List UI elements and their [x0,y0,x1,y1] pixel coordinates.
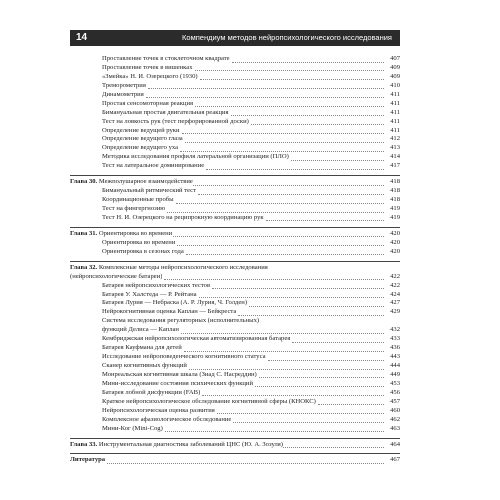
toc-entry[interactable] [70,162,400,171]
toc-entry[interactable] [70,362,400,371]
toc-entry[interactable] [70,109,400,118]
toc-leader-dots [186,254,384,255]
toc-leader-dots [233,422,384,423]
toc-entry-label: Тест Н. И. Озерецкого на реципрокную координацию рук [102,213,264,221]
header-title: Компендиум методов нейропсихологического исследования [182,33,392,42]
toc-page-number: 412 [390,135,400,143]
toc-page-number: 427 [390,299,400,307]
toc-entry-label: Проставление точек в вишенках [102,63,193,71]
toc-page-number: 432 [390,326,400,334]
toc-entry[interactable] [70,205,400,214]
toc-entry[interactable] [70,380,400,389]
chapter-divider [70,453,400,454]
toc-entry-label: Методика исследования профиля латеральной организации (ПЛО) [102,153,289,161]
toc-entry-label: Тест на латеральное доминирование [102,162,205,170]
toc-entry-label: Простая сенсомоторная реакция [102,99,194,107]
toc-entry[interactable] [70,317,400,326]
toc-entry[interactable] [70,214,400,223]
toc-leader-dots [318,404,384,405]
toc-chapter-entry[interactable] [70,178,400,187]
toc-leader-dots [185,142,384,143]
toc-entry-label: Ориентировка в сезонах года [102,247,184,255]
toc-entry-label [70,230,172,239]
toc-leader-dots [231,115,384,116]
toc-entry-label: Определение ведущей руки [102,126,180,134]
toc-entry-label: Батарея У. Халстеда — Р. Рейтана [102,290,197,298]
page-number: 14 [76,32,88,43]
toc-page-number: 414 [390,153,400,161]
chapter-divider [70,261,400,262]
chapter-title: Инструментальная диагностика заболеваний ЦНС (Ю. А. Зозуля) [97,440,283,448]
toc-entry-label: Определение ведущего уха [102,144,179,152]
toc-leader-dots [167,212,384,213]
toc-leader-dots [148,88,384,89]
toc-page-number: 419 [390,205,400,212]
toc-page-number: 422 [390,281,400,289]
toc-page-number: 444 [390,362,400,369]
toc-page-number: 407 [390,55,400,62]
toc-entry-label: Тест на ловкость рук (тест перфорированной доски) [102,117,249,125]
toc-leader-dots [200,79,384,80]
toc-entry[interactable] [70,273,400,282]
toc-entry[interactable] [70,127,400,136]
toc-page-number: 456 [390,388,400,396]
toc-entry[interactable] [70,91,400,100]
toc-leader-dots [238,315,384,316]
toc-entry[interactable] [70,291,400,300]
toc-leader-dots [193,185,384,186]
chapter-divider [70,175,400,176]
toc-page-number: 429 [390,308,400,316]
toc-entry[interactable] [70,239,400,248]
toc-entry-label: Мини-Ког (Mini-Cog) [102,424,163,432]
toc-leader-dots [283,447,384,448]
chapter-divider [70,438,400,439]
toc-page-number: 462 [390,415,400,423]
toc-leader-dots [176,203,384,204]
toc-leader-dots [180,151,384,152]
toc-entry-label: Кембриджская нейропсихологическая автоматизированная батарея [102,335,291,343]
toc-entry-label: Мини-исследование состояния психических функций [102,379,253,387]
toc-entry-label: Нейрокогнитивная оценка Каплан — Бейкреста [102,308,237,316]
toc-entry[interactable] [70,344,400,353]
toc-chapter-entry[interactable] [70,264,400,273]
toc-entry[interactable] [70,353,400,362]
toc-entry-label: Динамометрия [102,90,144,98]
toc-leader-dots [164,279,384,280]
toc-entry-label: (нейропсихологические батареи) [70,272,163,280]
toc-entry-label: Тест на фингергнозию [102,205,166,212]
chapter-number: Глава 30. [70,178,98,186]
toc-leader-dots [181,333,384,334]
chapter-number: Глава 32. [70,263,98,271]
toc-entry[interactable] [70,416,400,425]
toc-page-number: 411 [390,126,400,134]
toc-entry[interactable] [70,153,400,162]
toc-page-number: 460 [390,406,400,414]
toc-entry[interactable] [70,100,400,109]
toc-leader-dots [146,97,384,98]
toc-leader-dots [195,70,385,71]
toc-entry-label: Батарея лобной дисфункции (FAB) [102,388,201,396]
toc-entry-label: Треморометрия [102,81,146,89]
toc-leader-dots [184,351,384,352]
toc-page-number: 418 [390,187,400,195]
toc-entry-label: Исследование нейроповеденческого когнитивного статуса [102,353,266,361]
toc-entry[interactable] [70,64,400,73]
toc-entry-label: Батарея Кауфмана для детей [102,344,182,352]
toc-entry-label: Комплексное афазиологическое обследование [102,415,232,423]
toc-page-number: 433 [390,335,400,343]
toc-leader-dots [291,160,384,161]
toc-entry-label: Батарея Лурия — Небраска (А. Р. Лурия, Ч. Голден) [102,299,248,307]
toc-page-number: 411 [390,117,400,125]
toc-entry-label [70,441,283,450]
toc-entry-label: Нейропсихологическая оценка развития [102,406,215,414]
toc-page-number: 463 [390,424,400,432]
toc-entry-label: Ориентировка во времени [102,238,176,246]
toc-leader-dots [249,306,384,307]
toc-entry[interactable] [70,144,400,153]
toc-entry-label: функций Делиса — Каплан [102,326,179,334]
chapter-number: Литература [70,456,106,464]
toc-entry-label: Координационные пробы [102,196,174,204]
toc-entry[interactable] [70,196,400,205]
toc-leader-dots [266,220,384,221]
toc-entry-label: «Змейка» Н. И. Озерецкого (1930) [102,72,198,80]
toc-leader-dots [232,62,384,63]
toc-chapter-entry[interactable] [70,230,400,239]
toc-entry-label [70,456,105,465]
toc-entry[interactable] [70,389,400,398]
toc-entry[interactable] [70,73,400,82]
toc-page-number: 467 [390,456,400,464]
toc-leader-dots [268,360,384,361]
toc-page-number: 420 [390,229,400,237]
toc-page-number: 420 [390,247,400,255]
toc-leader-dots [198,194,384,195]
toc-entry[interactable] [70,282,400,291]
toc-leader-dots [173,236,384,237]
toc-page-number: 411 [390,99,400,107]
toc-leader-dots [182,133,384,134]
toc-chapter-entry[interactable] [70,456,400,465]
toc-entry-label: Определение ведущего глаза [102,135,183,143]
toc-leader-dots [255,386,384,387]
toc-entry-label: Монреальская когнитивная шкала (Зиад С. Насреддин) [102,370,257,378]
toc-entry-label: Бимануальный ритмический тест [102,187,196,195]
toc-chapter-entry[interactable] [70,441,400,450]
toc-entry[interactable] [70,248,400,257]
toc-entry[interactable] [70,425,400,434]
toc-leader-dots [189,369,384,370]
toc-page-number: 464 [390,440,400,448]
toc-entry-label [70,178,193,187]
toc-entry-label [70,264,268,273]
toc-entry[interactable] [70,407,400,416]
toc-page-number: 420 [390,238,400,246]
toc-leader-dots [292,342,384,343]
toc-entry-label: Бимануальная простая двигательная реакция [102,108,229,116]
toc-entry[interactable] [70,335,400,344]
toc-entry[interactable] [70,55,400,64]
chapter-title: Межполушарное взаимодействие [97,178,193,186]
toc-entry[interactable] [70,371,400,380]
toc-page-number: 409 [390,63,400,71]
toc-leader-dots [199,297,384,298]
toc-page-number: 449 [390,370,400,378]
toc-page-number: 457 [390,397,400,405]
running-header [70,30,400,46]
toc-leader-dots [212,288,384,289]
toc-page-number: 422 [390,272,400,280]
toc-page-number: 418 [390,178,400,186]
toc-leader-dots [251,124,384,125]
toc-leader-dots [202,395,384,396]
toc-page-number: 419 [390,213,400,221]
toc-leader-dots [217,413,384,414]
chapter-divider [70,227,400,228]
toc-entry[interactable] [70,82,400,91]
toc-page-number: 424 [390,290,400,298]
toc-entry-label: Система исследования регуляторных (исполнительных) [102,317,260,325]
toc-page-number: 411 [390,90,400,98]
toc-entry[interactable] [70,187,400,196]
toc-leader-dots [107,463,384,464]
chapter-number: Глава 33. [70,440,98,448]
toc-entry[interactable] [70,299,400,308]
toc-page-number: 436 [390,344,400,352]
toc-entry[interactable] [70,118,400,127]
toc-entry[interactable] [70,308,400,317]
toc-page-number: 409 [390,72,400,80]
toc-leader-dots [165,431,384,432]
toc-entry[interactable] [70,398,400,407]
toc-entry[interactable] [70,326,400,335]
chapter-title: Ориентировка во времени [97,229,173,237]
toc-page-number: 411 [390,108,400,116]
toc-entry-label: Краткое нейропсихологическое обследование когнитивной сферы (КНОКС) [102,397,316,405]
toc-leader-dots [177,245,384,246]
toc-entry[interactable] [70,135,400,144]
chapter-number: Глава 31. [70,229,98,237]
chapter-title: Комплексные методы нейропсихологического исследования [97,263,268,271]
toc-leader-dots [195,106,384,107]
toc-leader-dots [206,169,384,170]
toc-page-number: 410 [390,81,400,89]
toc-page-number: 418 [390,196,400,204]
toc-page-number: 453 [390,379,400,387]
toc-entry-label: Проставление точек в стоклеточном квадрате [102,55,230,62]
toc-page-number: 413 [390,144,400,152]
toc-entry-label: Батарея нейропсихологических тестов [102,281,211,289]
toc-page-number: 443 [390,353,400,361]
toc-entry-label: Сканер когнитивных функций [102,362,187,369]
toc-leader-dots [259,377,384,378]
toc-page-number: 417 [390,162,400,170]
